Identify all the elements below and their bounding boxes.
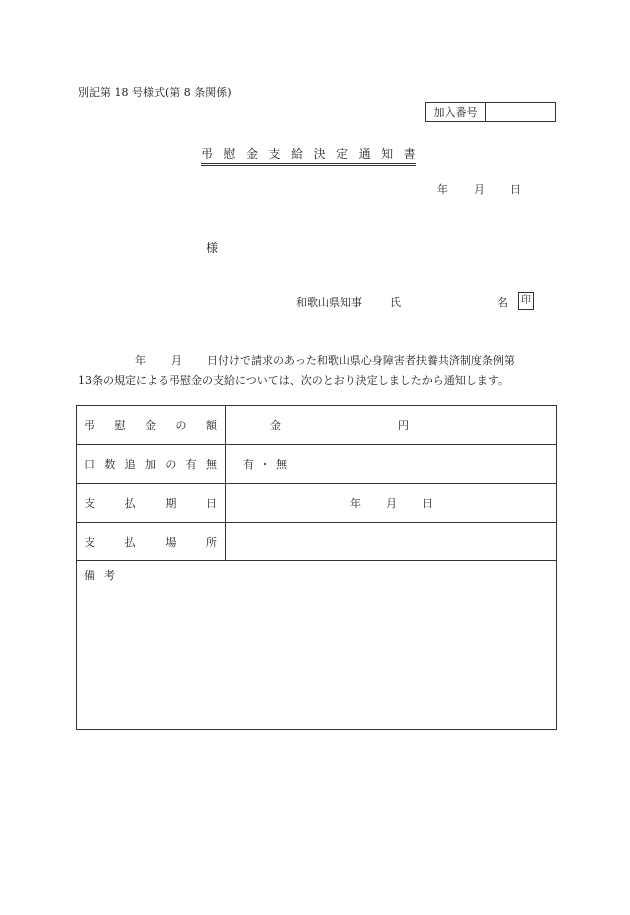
title-char: 金	[246, 147, 269, 161]
date-day: 日	[510, 183, 521, 196]
label-char: 追	[124, 458, 136, 471]
recipient-honorific: 様	[206, 241, 219, 255]
label-char: 数	[104, 458, 116, 471]
label-char: 払	[124, 535, 136, 549]
body-line-1	[78, 352, 515, 368]
enrollment-number-label: 加入番号	[426, 103, 486, 121]
sender-governor: 和歌山県知事	[296, 296, 362, 309]
label-char: 支	[84, 535, 95, 549]
table-row-payment-place	[77, 523, 557, 561]
document-title	[201, 145, 416, 166]
title-char: 給	[291, 147, 314, 161]
label-char: 所	[205, 535, 217, 549]
additional-units-value-cell[interactable]	[226, 445, 557, 484]
payment-day: 日	[422, 497, 433, 510]
additional-units-label	[77, 445, 226, 484]
table-row-additional-units	[77, 445, 557, 484]
body-month: 月	[171, 354, 182, 367]
label-char: 口	[84, 458, 95, 471]
label-char: 期	[165, 497, 177, 510]
title-char: 慰	[223, 147, 247, 161]
body-year: 年	[135, 354, 146, 367]
label-char: 有	[185, 458, 197, 471]
table-row-remarks	[77, 561, 557, 730]
label-char: の	[175, 419, 187, 432]
label-char: 払	[124, 497, 136, 510]
label-char: 額	[206, 419, 217, 432]
label-char: 場	[165, 535, 177, 549]
remarks-cell[interactable]	[77, 561, 557, 730]
title-char: 書	[403, 147, 416, 161]
label-char: 加	[144, 458, 156, 471]
title-char: 通	[358, 147, 382, 161]
enrollment-number-box	[425, 102, 556, 122]
payment-year: 年	[350, 497, 361, 510]
date-year: 年	[437, 183, 448, 196]
label-char: 慰	[114, 419, 126, 432]
label-char: 無	[205, 458, 217, 471]
amount-kin: 金	[270, 419, 281, 432]
amount-en: 円	[398, 419, 409, 432]
title-char: 知	[381, 147, 404, 161]
payment-month: 月	[386, 497, 397, 510]
payment-date-label	[77, 484, 226, 523]
sender-mei: 名	[497, 296, 508, 309]
seal-mark: 印	[518, 292, 534, 310]
payment-place-value-cell[interactable]	[226, 523, 557, 561]
label-char: 支	[84, 497, 95, 510]
label-char: 日	[205, 497, 217, 510]
amount-label	[77, 406, 226, 445]
yes-no-options: 有 ・ 無	[243, 458, 288, 471]
body-line-2: 13条の規定による弔慰金の支給については、次のとおり決定しましたから通知します。	[78, 374, 509, 387]
body-line-1-text: 日付けで請求のあった和歌山県心身障害者扶養共済制度条例第	[207, 354, 515, 367]
enrollment-number-field[interactable]	[486, 103, 555, 121]
amount-value-cell[interactable]	[226, 406, 557, 445]
payment-date-value-cell[interactable]	[226, 484, 557, 523]
date-month: 月	[474, 183, 485, 196]
title-char: 支	[268, 147, 292, 161]
form-reference: 別記第 18 号様式(第 8 条関係)	[78, 86, 232, 99]
label-char: 金	[145, 419, 156, 432]
title-char: 定	[336, 147, 359, 161]
title-char: 決	[313, 147, 337, 161]
remarks-label: 備考	[84, 569, 124, 582]
title-char: 弔	[201, 147, 224, 161]
table-row-payment-date	[77, 484, 557, 523]
label-char: の	[165, 458, 177, 471]
table-row-amount	[77, 406, 557, 445]
decision-table	[76, 405, 557, 730]
payment-place-label	[77, 523, 226, 561]
sender-shi: 氏	[390, 296, 401, 309]
label-char: 弔	[84, 419, 95, 432]
